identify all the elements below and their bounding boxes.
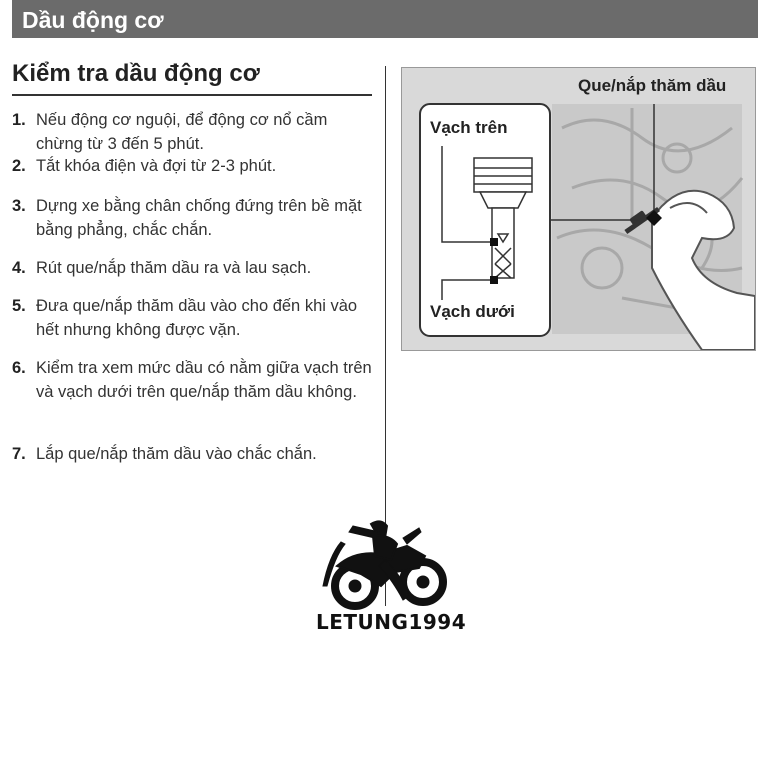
step-number: 1. [12, 111, 26, 129]
step-text: Đưa que/nắp thăm dầu vào cho đến khi vào hết nhưng không được vặn. [36, 297, 358, 339]
step-7 [12, 442, 372, 466]
title-underline [12, 94, 372, 96]
section-title: Kiểm tra dầu động cơ [12, 60, 260, 87]
dipstick-label: Que/nắp thăm dầu [578, 76, 727, 95]
step-text: Rút que/nắp thăm dầu ra và lau sạch. [36, 259, 312, 277]
step-number: 2. [12, 157, 26, 175]
step-4 [12, 256, 372, 280]
step-6 [12, 356, 372, 404]
step-number: 7. [12, 445, 26, 463]
step-number: 5. [12, 297, 26, 315]
step-3 [12, 194, 372, 242]
step-text: Kiểm tra xem mức dầu có nằm giữa vạch trên và vạch dưới trên que/nắp thăm dầu không. [36, 359, 372, 401]
dipstick-figure [401, 67, 756, 351]
step-number: 3. [12, 197, 26, 215]
lower-mark-label: Vạch dưới [430, 302, 515, 321]
step-5 [12, 294, 372, 342]
step-text: Lắp que/nắp thăm dầu vào chắc chắn. [36, 445, 317, 463]
header-bar [12, 0, 758, 38]
watermark-text: LETUNG1994 [316, 610, 467, 634]
step-number: 6. [12, 359, 26, 377]
step-text: Tắt khóa điện và đợi từ 2-3 phút. [36, 157, 277, 175]
header-title: Dầu động cơ [22, 7, 164, 33]
step-text: Nếu động cơ nguội, để động cơ nổ cầm chừng từ 3 đến 5 phút. [36, 111, 328, 153]
upper-mark-label: Vạch trên [430, 118, 508, 137]
step-2 [12, 154, 372, 178]
step-text: Dựng xe bằng chân chống đứng trên bề mặt bằng phẳng, chắc chắn. [36, 197, 362, 239]
step-1 [12, 108, 372, 156]
step-number: 4. [12, 259, 26, 277]
